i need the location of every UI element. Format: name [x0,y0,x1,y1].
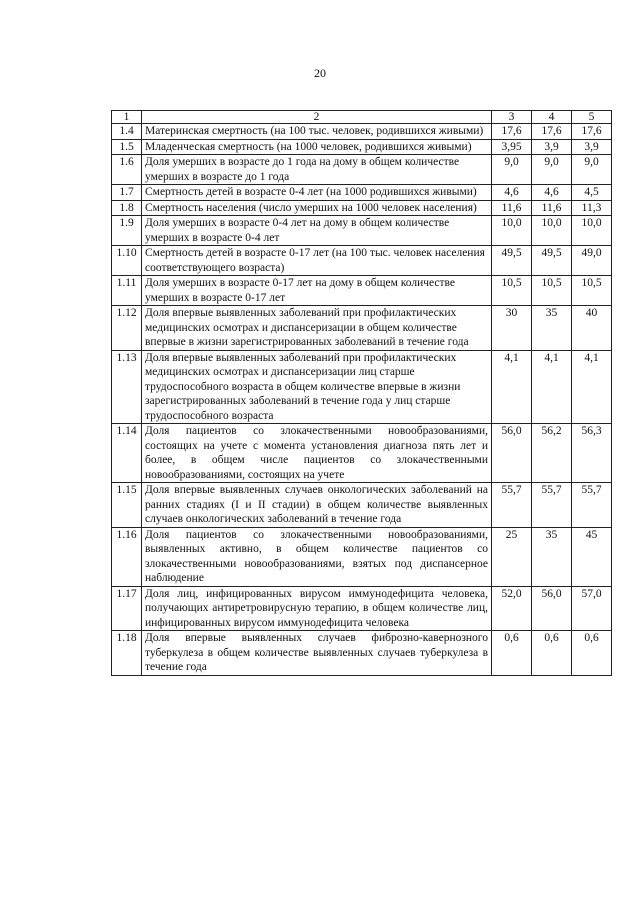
value-col-5: 57,0 [572,586,612,631]
value-col-4: 9,0 [532,155,572,185]
value-col-3: 10,0 [492,216,532,246]
table-row [112,155,612,185]
value-col-5: 17,6 [572,124,612,140]
value-col-3: 3,95 [492,139,532,155]
value-col-5: 11,3 [572,200,612,216]
indicator-name: Младенческая смертность (на 1000 человек, родившихся живыми) [142,139,492,155]
value-col-4: 35 [532,306,572,351]
value-col-5: 4,5 [572,185,612,201]
value-col-4: 49,5 [532,246,572,276]
indicator-name: Материнская смертность (на 100 тыс. человек, родившихся живыми) [142,124,492,140]
indicator-name: Доля пациентов со злокачественными новообразованиями, выявленных активно, в общем количестве пациентов со злокачественными новообразованиями, взятых под диспансерное наблюдение [142,527,492,586]
table-row [112,631,612,676]
row-number: 1.12 [112,306,142,351]
value-col-5: 10,5 [572,276,612,306]
table-row [112,424,612,483]
value-col-5: 9,0 [572,155,612,185]
row-number: 1.9 [112,216,142,246]
value-col-4: 11,6 [532,200,572,216]
indicator-name: Доля умерших в возрасте до 1 года на дому в общем количестве умерших в возрасте до 1 года [142,155,492,185]
table-row [112,586,612,631]
value-col-3: 52,0 [492,586,532,631]
row-number: 1.6 [112,155,142,185]
value-col-4: 4,1 [532,350,572,424]
indicator-name: Доля впервые выявленных случаев фиброзно-кавернозного туберкулеза в общем количестве выявленных случаев туберкулеза в течение года [142,631,492,676]
value-col-4: 0,6 [532,631,572,676]
value-col-3: 11,6 [492,200,532,216]
row-number: 1.10 [112,246,142,276]
page-number: 20 [314,66,326,80]
value-col-5: 56,3 [572,424,612,483]
value-col-5: 0,6 [572,631,612,676]
value-col-5: 4,1 [572,350,612,424]
indicator-name: Смертность населения (число умерших на 1000 человек населения) [142,200,492,216]
row-number: 1.13 [112,350,142,424]
table-row [112,124,612,140]
table-row [112,216,612,246]
value-col-3: 30 [492,306,532,351]
table-row [112,185,612,201]
value-col-3: 4,1 [492,350,532,424]
header-cell: 2 [142,111,492,124]
indicator-name: Доля впервые выявленных случаев онкологических заболеваний на ранних стадиях (I и II стадии) в общем количестве выявленных случаев онкологических заболеваний в течение года [142,483,492,528]
indicator-name: Доля впервые выявленных заболеваний при профилактических медицинских осмотрах и диспансеризации лиц старше трудоспособного возраста в общем количестве впервые в жизни зарегистрированных заболеваний в течение года у лиц старше трудоспособного возраста [142,350,492,424]
value-col-4: 56,0 [532,586,572,631]
row-number: 1.4 [112,124,142,140]
row-number: 1.15 [112,483,142,528]
value-col-3: 49,5 [492,246,532,276]
value-col-3: 0,6 [492,631,532,676]
value-col-3: 56,0 [492,424,532,483]
value-col-4: 10,5 [532,276,572,306]
indicators-table [111,110,612,676]
value-col-5: 10,0 [572,216,612,246]
header-cell: 1 [112,111,142,124]
indicator-name: Смертность детей в возрасте 0-17 лет (на 100 тыс. человек населения соответствующего возраста) [142,246,492,276]
table-row [112,483,612,528]
header-cell: 4 [532,111,572,124]
value-col-3: 17,6 [492,124,532,140]
value-col-5: 55,7 [572,483,612,528]
row-number: 1.7 [112,185,142,201]
table-row [112,306,612,351]
indicator-name: Доля впервые выявленных заболеваний при профилактических медицинских осмотрах и диспансеризации в общем количестве впервые в жизни зарегистрированных заболеваний в течение года [142,306,492,351]
value-col-5: 3,9 [572,139,612,155]
header-cell: 3 [492,111,532,124]
table-row [112,200,612,216]
value-col-5: 49,0 [572,246,612,276]
indicator-name: Доля лиц, инфицированных вирусом иммунодефицита человека, получающих антиретровирусную терапию, в общем количестве лиц, инфицированных вирусом иммунодефицита человека [142,586,492,631]
value-col-4: 10,0 [532,216,572,246]
row-number: 1.18 [112,631,142,676]
table-header-row [112,111,612,124]
value-col-3: 4,6 [492,185,532,201]
value-col-5: 40 [572,306,612,351]
row-number: 1.11 [112,276,142,306]
value-col-4: 17,6 [532,124,572,140]
value-col-3: 10,5 [492,276,532,306]
row-number: 1.14 [112,424,142,483]
table-row [112,350,612,424]
table-row [112,246,612,276]
value-col-3: 55,7 [492,483,532,528]
value-col-4: 55,7 [532,483,572,528]
indicator-name: Смертность детей в возрасте 0-4 лет (на 1000 родившихся живыми) [142,185,492,201]
row-number: 1.17 [112,586,142,631]
value-col-4: 4,6 [532,185,572,201]
table-row [112,139,612,155]
value-col-3: 9,0 [492,155,532,185]
indicator-name: Доля умерших в возрасте 0-17 лет на дому в общем количестве умерших в возрасте 0-17 лет [142,276,492,306]
value-col-5: 45 [572,527,612,586]
value-col-3: 25 [492,527,532,586]
row-number: 1.8 [112,200,142,216]
value-col-4: 35 [532,527,572,586]
indicator-name: Доля пациентов со злокачественными новообразованиями, состоящих на учете с момента установления диагноза пять лет и более, в общем числе пациентов со злокачественными новообразованиями, состоящих на учете [142,424,492,483]
table-row [112,527,612,586]
value-col-4: 3,9 [532,139,572,155]
indicator-name: Доля умерших в возрасте 0-4 лет на дому в общем количестве умерших в возрасте 0-4 лет [142,216,492,246]
row-number: 1.5 [112,139,142,155]
table-row [112,276,612,306]
value-col-4: 56,2 [532,424,572,483]
header-cell: 5 [572,111,612,124]
row-number: 1.16 [112,527,142,586]
